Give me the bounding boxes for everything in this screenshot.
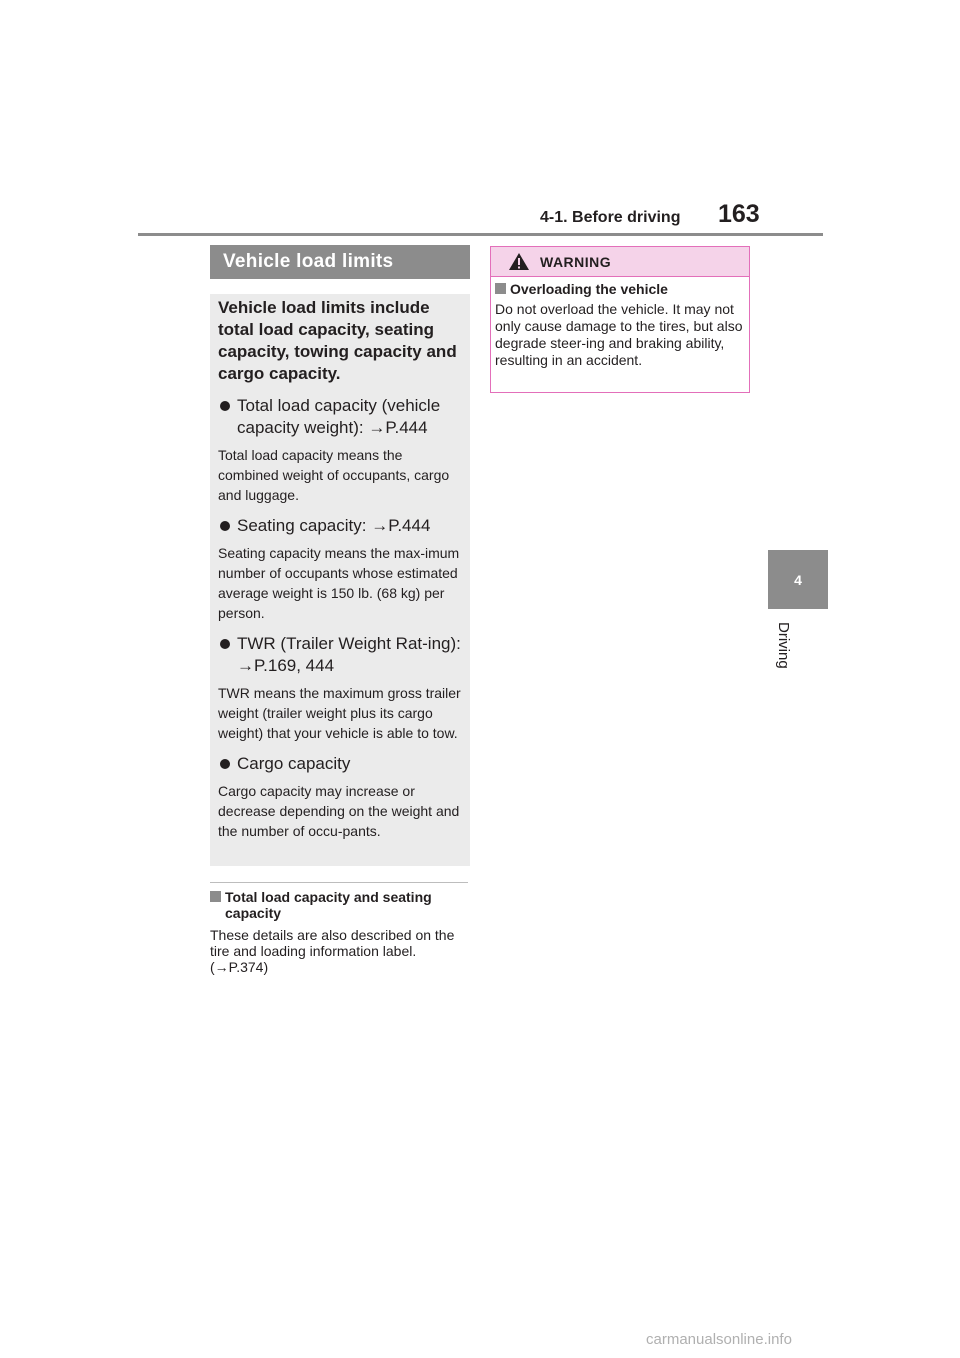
warning-body [491,277,749,369]
bullet-heading: Seating capacity: →P.444 [237,516,431,535]
filled-circle-icon [220,639,230,649]
warning-triangle-icon [508,252,530,271]
header-rule [138,233,823,236]
chapter-label: Driving [775,622,792,669]
bullet-seating-capacity [218,515,464,537]
note-heading-line2: capacity [225,905,282,921]
section-intro: Vehicle load limits include total load capacity, seating capacity, towing capacity and cargo capacity. [218,298,457,383]
section-box [210,294,470,866]
note-heading-line1: Total load capacity and seating [225,889,432,905]
bullet-description: Seating capacity means the max-imum number of occupants whose estimated average weight is 150 lb. (68 kg) per person. [218,545,460,621]
filled-circle-icon [220,759,230,769]
bullet-description: TWR means the maximum gross trailer weight (trailer weight plus its cargo weight) that your vehicle is able to tow. [218,685,461,741]
note-heading [210,889,468,921]
warning-box [490,246,750,393]
square-icon [210,891,221,902]
bullet-description: Total load capacity means the combined weight of occupants, cargo and luggage. [218,447,450,503]
note-body: These details are also described on the tire and loading information label. (→P.374) [210,927,455,975]
bullet-cargo-capacity [218,753,464,775]
warning-subheading [495,281,745,298]
section-title: Vehicle load limits [210,245,470,279]
warning-text: Do not overload the vehicle. It may not only cause damage to the tires, but also degrade steer-ing and braking ability, resulting in an accident. [495,301,743,368]
filled-circle-icon [220,521,230,531]
bullet-heading: Cargo capacity [237,754,351,773]
bullet-description: Cargo capacity may increase or decrease depending on the weight and the number of occu-pants. [218,783,460,839]
chapter-tab [768,550,828,609]
filled-circle-icon [220,401,230,411]
warning-title: WARNING [540,253,612,270]
footer-watermark: carmanualsonline.info [646,1331,792,1348]
page-number: 163 [718,200,760,228]
warning-subheading-text: Overloading the vehicle [510,281,668,297]
bullet-twr [218,633,464,677]
bullet-heading: TWR (Trailer Weight Rat-ing): →P.169, 444 [237,634,461,675]
bullet-heading: Total load capacity (vehicle capacity weight): →P.444 [237,396,441,437]
chapter-number: 4 [794,571,802,588]
bullet-total-load [218,395,464,439]
header-section-title: 4-1. Before driving [540,209,681,226]
note-divider [210,882,468,883]
square-icon [495,283,506,294]
warning-header [491,247,749,277]
